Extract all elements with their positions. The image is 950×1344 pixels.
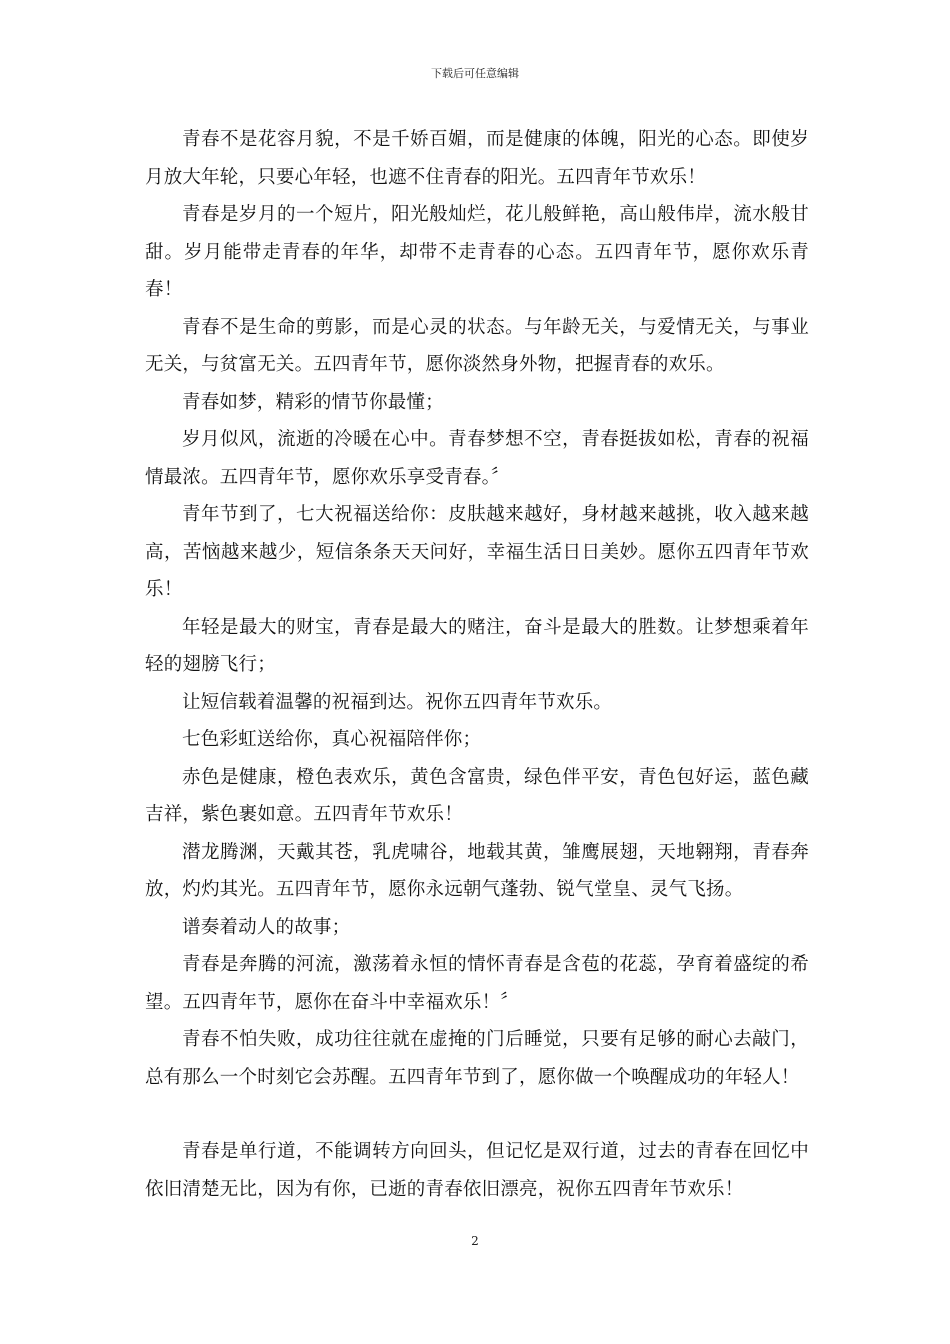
paragraph: 岁月似风，流逝的冷暖在心中。青春梦想不空，青春挺拔如松，青春的祝福情最浓。五四青年节，愿你欢乐享受青春。〞 xyxy=(145,429,809,488)
paragraph: 青春是单行道，不能调转方向回头，但记忆是双行道，过去的青春在回忆中依旧清楚无比，因为有你，已逝的青春依旧漂亮，祝你五四青年节欢乐！ xyxy=(145,1141,809,1200)
paragraph: 七色彩虹送给你，真心祝福陪伴你； xyxy=(182,729,482,750)
paragraph: 青春不是生命的剪影，而是心灵的状态。与年龄无关，与爱情无关，与事业无关，与贫富无关。五四青年节，愿你淡然身外物，把握青春的欢乐。 xyxy=(145,316,809,375)
paragraph: 青春如梦，精彩的情节你最懂； xyxy=(182,391,444,413)
paragraph: 青春是岁月的一个短片，阳光般灿烂，花儿般鲜艳，高山般伟岸，流水般甘甜。岁月能带走青春的年华，却带不走青春的心态。五四青年节，愿你欢乐青春！ xyxy=(145,204,809,300)
page-number: 2 xyxy=(471,1234,479,1248)
paragraph: 谱奏着动人的故事； xyxy=(182,916,351,938)
paragraph: 青春是奔腾的河流，激荡着永恒的情怀青春是含苞的花蕊，孕育着盛绽的希望。五四青年节，愿你在奋斗中幸福欢乐！〞 xyxy=(145,954,809,1013)
paragraph: 赤色是健康，橙色表欢乐，黄色含富贵，绿色伴平安，青色包好运，蓝色藏吉祥，紫色裹如意。五四青年节欢乐！ xyxy=(145,766,809,825)
paragraph: 青春不是花容月貌，不是千娇百媚，而是健康的体魄，阳光的心态。即使岁月放大年轮，只要心年轻，也遮不住青春的阳光。五四青年节欢乐！ xyxy=(145,129,809,188)
paragraph: 潜龙腾渊，天戴其苍，乳虎啸谷，地载其黄，雏鹰展翅，天地翱翔，青春奔放，灼灼其光。五四青年节，愿你永远朝气蓬勃、锐气堂皇、灵气飞扬。 xyxy=(145,841,809,900)
document-body xyxy=(145,121,809,1208)
paragraph: 让短信载着温馨的祝福到达。祝你五四青年节欢乐。 xyxy=(182,691,613,713)
paragraph: 年轻是最大的财宝，青春是最大的赌注，奋斗是最大的胜数。让梦想乘着年轻的翅膀飞行； xyxy=(145,616,809,675)
paragraph: 青年节到了，七大祝福送给你：皮肤越来越好，身材越来越挑，收入越来越高，苦恼越来越少，短信条条天天问好，幸福生活日日美妙。愿你五四青年节欢乐！ xyxy=(145,504,809,600)
paragraph: 青春不怕失败，成功往往就在虚掩的门后睡觉，只要有足够的耐心去敲门，总有那么一个时刻它会苏醒。五四青年节到了，愿你做一个唤醒成功的年轻人！ xyxy=(145,1029,809,1088)
page-header: 下载后可任意编辑 xyxy=(431,67,519,80)
